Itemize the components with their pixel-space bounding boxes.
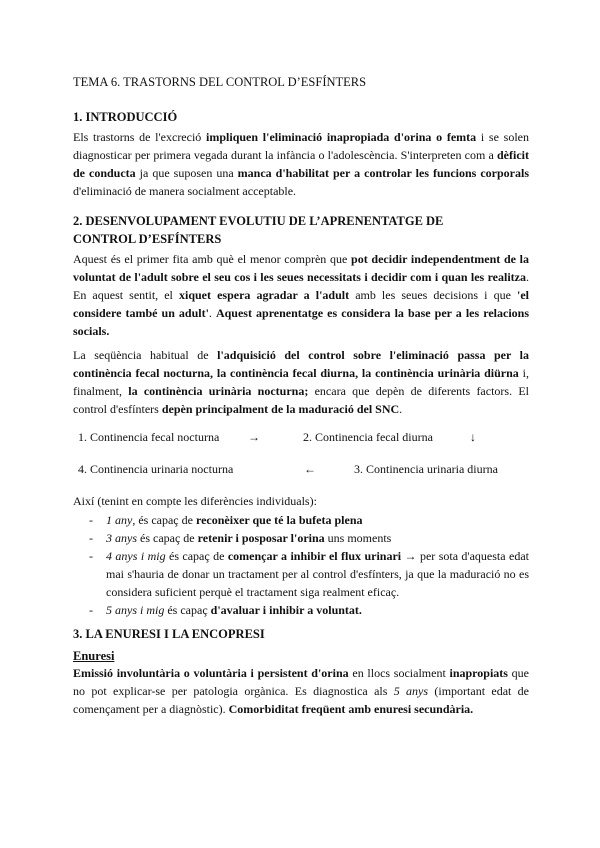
sequence-step-3: 3. Continencia urinaria diurna bbox=[354, 462, 498, 476]
milestones-list bbox=[73, 511, 529, 619]
section-heading-desenvolupament: 2. DESENVOLUPAMENT EVOLUTIU DE L’APRENENTATGE DE CONTROL D’ESFÍNTERS bbox=[73, 214, 444, 246]
list-item: - 5 anys i mig és capaç d'avaluar i inhibir a voluntat. bbox=[89, 603, 362, 617]
paragraph-desenvolupament-1: Aquest és el primer fita amb què el menor comprèn que pot decidir independentment de la voluntat de l'adult sobre el seu cos i les seues necessitats i decidir com i quan les realitza. En aquest sentit, el xiquet espera agradar a l'adult amb les seues decisions i que 'el considere també un adult'. Aquest aprenentatge es considera la base per a les relacions socials. bbox=[73, 252, 530, 338]
sequence-row-2 bbox=[78, 462, 518, 480]
bullet-dash: - bbox=[89, 603, 93, 617]
subheading-enuresi: Enuresi bbox=[73, 649, 115, 663]
paragraph-introduccio: Els trastorns de l'excreció impliquen l'eliminació inapropiada d'orina o femta i se solen diagnosticar per primera vegada durant la infància o l'adolescència. S'interpreten com a dèficit de conducta ja que suposen una manca d'habilitat per a controlar les funcions corporals d'eliminació de manera socialment acceptable. bbox=[73, 130, 529, 198]
sequence-step-4: 4. Continencia urinaria nocturna bbox=[78, 462, 234, 476]
paragraph-desenvolupament-2: La seqüència habitual de l'adquisició del control sobre l'eliminació passa per la continència fecal nocturna, la continència fecal diurna, la continència urinària diürna i, finalment, la continència urinària nocturna; encara que depèn de diferents factors. El control d'esfínters depèn principalment de la maduració del SNC. bbox=[73, 348, 530, 416]
bullet-dash: - bbox=[89, 513, 93, 527]
bullet-dash: - bbox=[89, 531, 93, 545]
sequence-step-2: 2. Continencia fecal diurna bbox=[303, 430, 433, 444]
section-heading-enuresi-encopresi: 3. LA ENURESI I LA ENCOPRESI bbox=[73, 627, 265, 641]
sequence-step-1: 1. Continencia fecal nocturna bbox=[78, 430, 220, 444]
document-title: TEMA 6. TRASTORNS DEL CONTROL D’ESFÍNTERS bbox=[73, 75, 367, 89]
sequence-diagram bbox=[78, 430, 518, 494]
paragraph-enuresi: Emissió involuntària o voluntària i persistent d'orina en llocs socialment inapropiats que no pot explicar-se per patologia orgànica. Es diagnostica als 5 anys (important edat de començament per a diagnòstic). Comorbiditat freqüent amb enuresi secundària. bbox=[73, 666, 530, 716]
section-heading-introduccio: 1. INTRODUCCIÓ bbox=[73, 110, 178, 124]
list-item: - 1 any, és capaç de reconèixer que té la bufeta plena bbox=[89, 513, 363, 527]
arrow-right-icon: → bbox=[248, 430, 260, 444]
sequence-row-1 bbox=[78, 430, 518, 448]
bullet-dash: - bbox=[89, 549, 93, 563]
arrow-down-icon: ↓ bbox=[470, 430, 476, 444]
list-item: - 3 anys és capaç de retenir i posposar l'orina uns moments bbox=[89, 531, 392, 545]
list-item: - 4 anys i mig és capaç de començar a inhibir el flux urinari → per sota d'aquesta edat mai s'hauria de donar un tractament per al control d'esfínters, ja que la maduració no es considera suficient perquè el tractament siga realment eficaç. bbox=[89, 549, 529, 599]
arrow-left-icon: ← bbox=[304, 462, 316, 476]
paragraph-aixi: Així (tenint en compte les diferències individuals): bbox=[73, 494, 317, 508]
